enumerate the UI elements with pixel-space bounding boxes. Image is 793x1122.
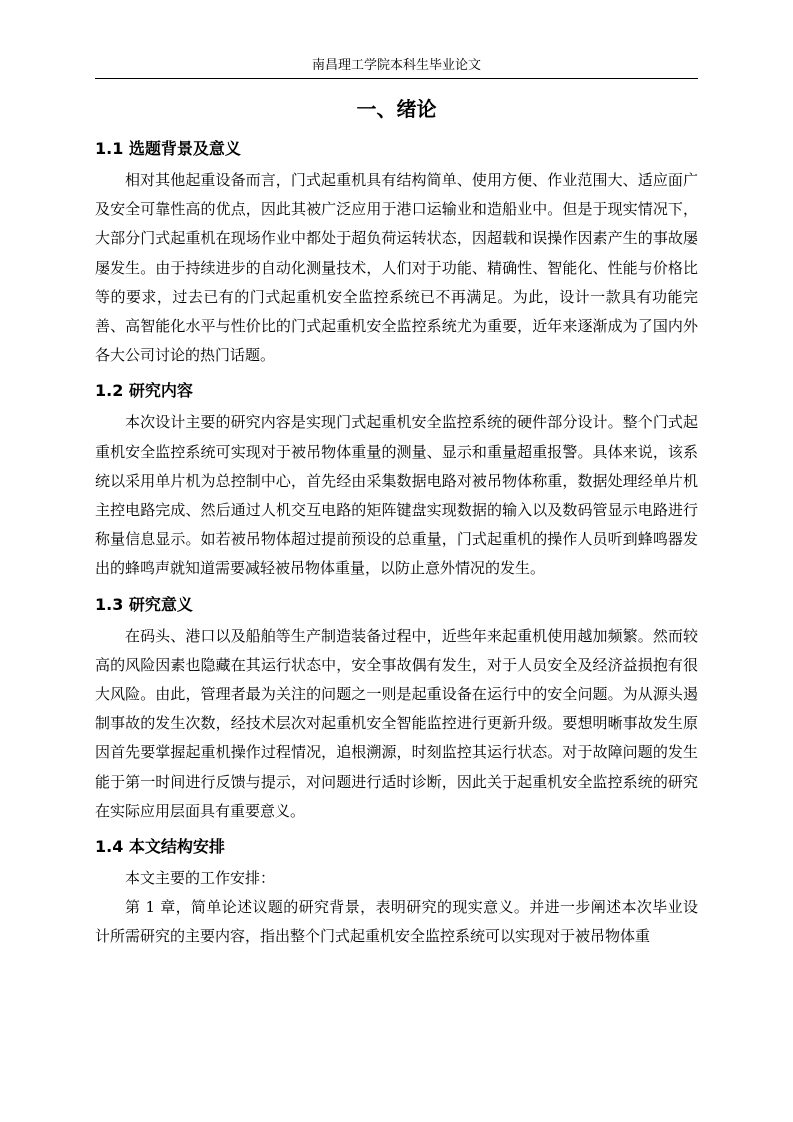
paragraph-1-4-a: 本文主要的工作安排： [125, 869, 276, 888]
header-divider [95, 78, 698, 79]
section-title-1-1: 1.1 选题背景及意义 [95, 139, 241, 158]
section-title-1-4: 1.4 本文结构安排 [95, 837, 225, 857]
paragraph-1-2-a: 本次设计主要的研究内容是实现门式起重机安全监控系统的硬件部分设计。整个门式起重机安全监控系统可实现对于被吊物体重量的测量、显示和重量超重报警。具体来说，该系统以采用单片机为总控制中心，首先经由采集数据电路对被吊物体称重，数据处理经单片机主控电路完成、然后通过人机交互电路的矩阵键盘实现数据的输入以及数码管显示电路进行称量信息显示。如若被吊物体超过提前预设的总重量，门式起重机的操作人员听到蜂鸣器发出的蜂鸣声就知道需要减轻被吊物体重量，以防止意外情况的发生。 [95, 413, 698, 578]
section-title-1-3: 1.3 研究意义 [95, 594, 193, 614]
paragraph-1-1-a: 相对其他起重设备而言，门式起重机具有结构简单、使用方便、作业范围大、适应面广及安全可靠性高的优点，因此其被广泛应用于港口运输业和造船业中。但是于现实情况下，大部分门式起重机在现场作业中都处于超负荷运转状态，因超载和误操作因素产生的事故屡屡发生。由于持续进步的自动化测量技术，人们对于功能、精确性、智能化、性能与价格比等的要求，过去已有的门式起重机安全监控系统已不再满足。为此，设计一款具有功能完善、高智能化水平与性价比的门式起重机安全监控系统尤为重要，近年来逐渐成为了国内外各大公司讨论的热门话题。 [95, 171, 698, 365]
paragraph-1-3-a: 在码头、港口以及船舶等生产制造装备过程中，近些年来起重机使用越加频繁。然而较高的风险因素也隐藏在其运行状态中，安全事故偶有发生，对于人员安全及经济益损抱有很大风险。由此，管理者最为关注的问题之一则是起重设备在运行中的安全问题。为从源头遏制事故的发生次数，经技术层次对起重机安全智能监控进行更新升级。要想明晰事故发生原因首先要掌握起重机操作过程情况，追根溯源，时刻监控其运行状态。对于故障问题的发生能于第一时间进行反馈与提示，对问题进行适时诊断，因此关于起重机安全监控系统的研究在实际应用层面具有重要意义。 [95, 626, 698, 820]
document-body [95, 92, 698, 952]
running-header: 南昌理工学院本科生毕业论文 [311, 58, 481, 73]
paragraph-1-4-b: 第 1 章，简单论述议题的研究背景，表明研究的现实意义。并进一步阐述本次毕业设计所需研究的主要内容，指出整个门式起重机安全监控系统可以实现对于被吊物体重 [95, 898, 698, 946]
section-title-1-2: 1.2 研究内容 [95, 381, 193, 401]
chapter-title: 一、绪论 [356, 97, 437, 121]
